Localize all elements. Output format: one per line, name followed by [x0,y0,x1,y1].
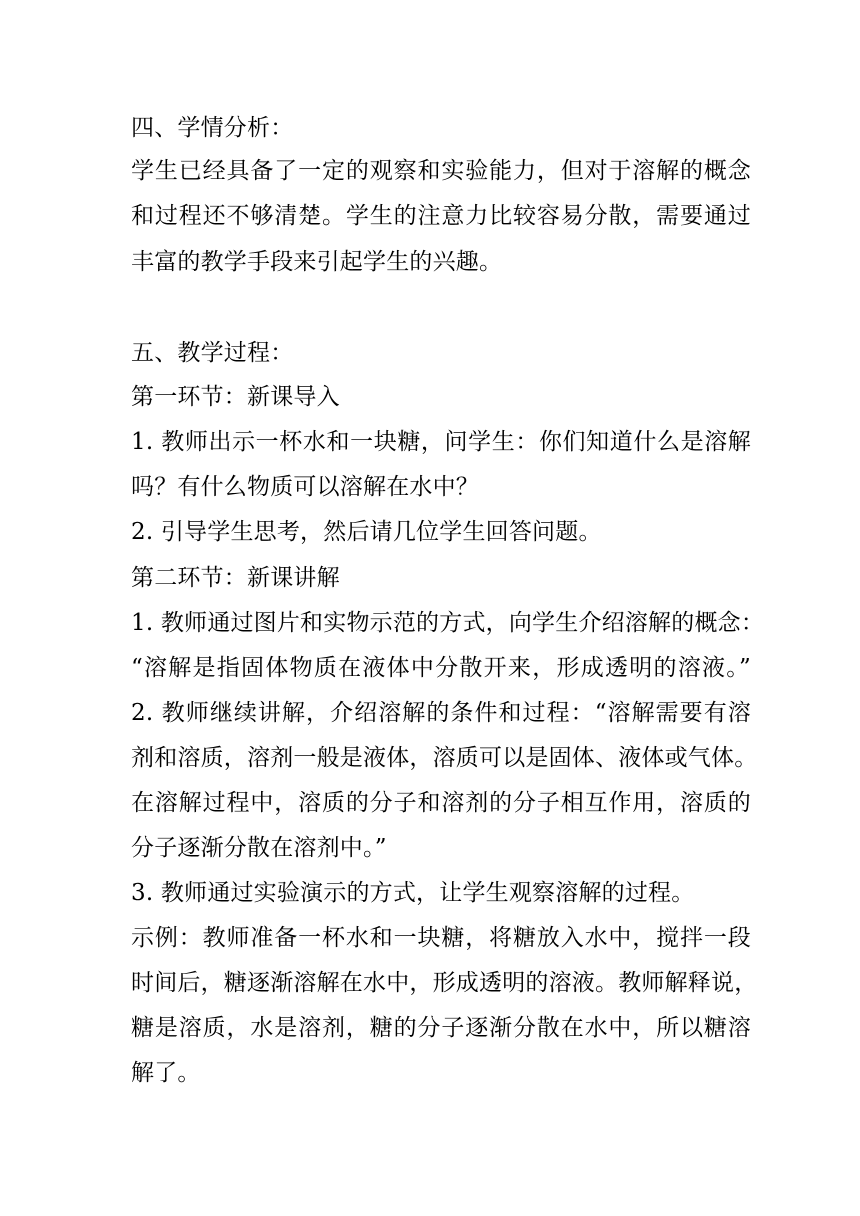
list-item-line: “溶解是指固体物质在液体中分散开来，形成透明的溶液。” [131,655,751,681]
list-item-line: 剂和溶质，溶剂一般是液体，溶质可以是固体、液体或气体。 [131,745,758,771]
part-title-intro: 第一环节：新课导入 [131,384,340,410]
part-title-explanation: 第二环节：新课讲解 [131,565,340,591]
section-heading-teaching-process: 五、教学过程： [131,340,294,366]
list-item-line: 3. 教师通过实验演示的方式，让学生观察溶解的过程。 [131,880,695,906]
list-item-line: 1. 教师出示一杯水和一块糖，问学生：你们知道什么是溶解 [131,429,751,455]
paragraph-line: 学生已经具备了一定的观察和实验能力，但对于溶解的概念 [131,158,751,184]
example-line: 时间后，糖逐渐溶解在水中，形成透明的溶液。教师解释说， [131,970,758,996]
list-item-line: 在溶解过程中，溶质的分子和溶剂的分子相互作用，溶质的 [131,790,751,816]
section-heading-learning-analysis: 四、学情分析： [131,115,294,141]
paragraph-line: 和过程还不够清楚。学生的注意力比较容易分散，需要通过 [131,203,751,229]
example-line: 示例：教师准备一杯水和一块糖，将糖放入水中，搅拌一段 [131,925,751,951]
list-item-line: 2. 引导学生思考，然后请几位学生回答问题。 [131,519,602,545]
paragraph-line: 丰富的教学手段来引起学生的兴趣。 [131,249,503,275]
list-item-line: 吗？有什么物质可以溶解在水中？ [131,474,479,500]
example-line: 糖是溶质，水是溶剂，糖的分子逐渐分散在水中，所以糖溶 [131,1015,751,1041]
list-item-line: 分子逐渐分散在溶剂中。” [131,835,387,861]
list-item-line: 1. 教师通过图片和实物示范的方式，向学生介绍溶解的概念： [131,610,765,636]
example-line: 解了。 [131,1060,201,1086]
list-item-line: 2. 教师继续讲解，介绍溶解的条件和过程：“溶解需要有溶 [131,700,751,726]
